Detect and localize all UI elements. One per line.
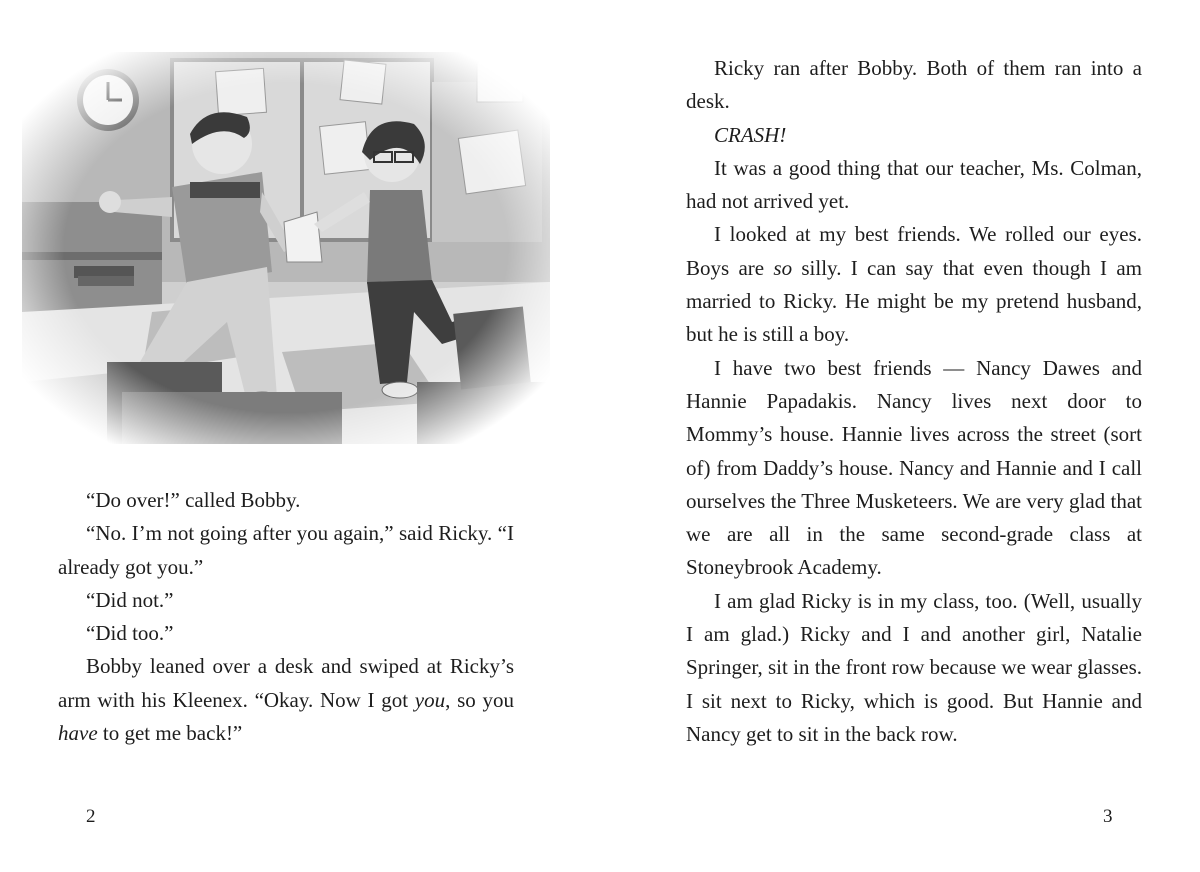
- paragraph: [686, 52, 1142, 119]
- text-segment: “Did too.”: [86, 621, 174, 646]
- page-number-right: 3: [1103, 806, 1113, 827]
- paragraph: [686, 585, 1142, 751]
- italic-text: CRASH!: [714, 122, 787, 147]
- paragraph: [58, 650, 514, 750]
- text-segment: It was a good thing that our teacher, Ms. Colman, had not arrived yet.: [686, 155, 1142, 214]
- page-number-left: 2: [86, 806, 96, 827]
- text-segment: silly. I can say that even though I am married to Ricky. He might be my pretend husband, but he is still a boy.: [686, 255, 1142, 347]
- right-page: [600, 0, 1200, 872]
- italic-text: so: [773, 255, 793, 280]
- paragraph: [58, 584, 514, 617]
- text-segment: I have two best friends — Nancy Dawes and Hannie Papadakis. Nancy lives next door to Mommy’s house. Hannie lives across the street (sort of) from Daddy’s house. Nancy and Hannie and I call ourselves the Three Musketeers. We are very glad that we are all in the same second-grade class at Stoneybrook Academy.: [686, 355, 1142, 580]
- text-segment: Ricky ran after Bobby. Both of them ran into a desk.: [686, 56, 1142, 114]
- paragraph: [686, 119, 1142, 152]
- paragraph: [58, 617, 514, 650]
- paragraph: [686, 352, 1142, 585]
- paragraph: [58, 484, 514, 517]
- text-segment: to get me back!”: [97, 721, 243, 746]
- text-segment: Bobby leaned over a desk and swiped at Ricky’s arm with his Kleenex. “Okay. Now I got: [58, 654, 514, 712]
- illustration-drawing: [22, 52, 550, 444]
- text-segment: I looked at my best friends. We rolled our eyes. Boys are: [686, 222, 1142, 280]
- paragraph: [58, 517, 514, 584]
- italic-text: you: [414, 687, 446, 712]
- text-segment: “No. I’m not going after you again,” said Ricky. “I already got you.”: [58, 521, 514, 579]
- left-page-text: [58, 484, 514, 750]
- text-segment: I am glad Ricky is in my class, too. (Well, usually I am glad.) Ricky and I and another girl, Natalie Springer, sit in the front row because we wear glasses. I sit next to Ricky, which is good. But Hannie and Nancy get to sit in the back row.: [686, 588, 1142, 746]
- paragraph: [686, 152, 1142, 219]
- text-segment: , so you: [445, 687, 514, 712]
- italic-text: have: [58, 721, 98, 746]
- text-segment: “Do over!” called Bobby.: [86, 488, 301, 512]
- paragraph: [686, 218, 1142, 351]
- right-page-text: [686, 52, 1142, 751]
- text-segment: “Did not.”: [86, 587, 174, 612]
- classroom-illustration: [22, 52, 550, 444]
